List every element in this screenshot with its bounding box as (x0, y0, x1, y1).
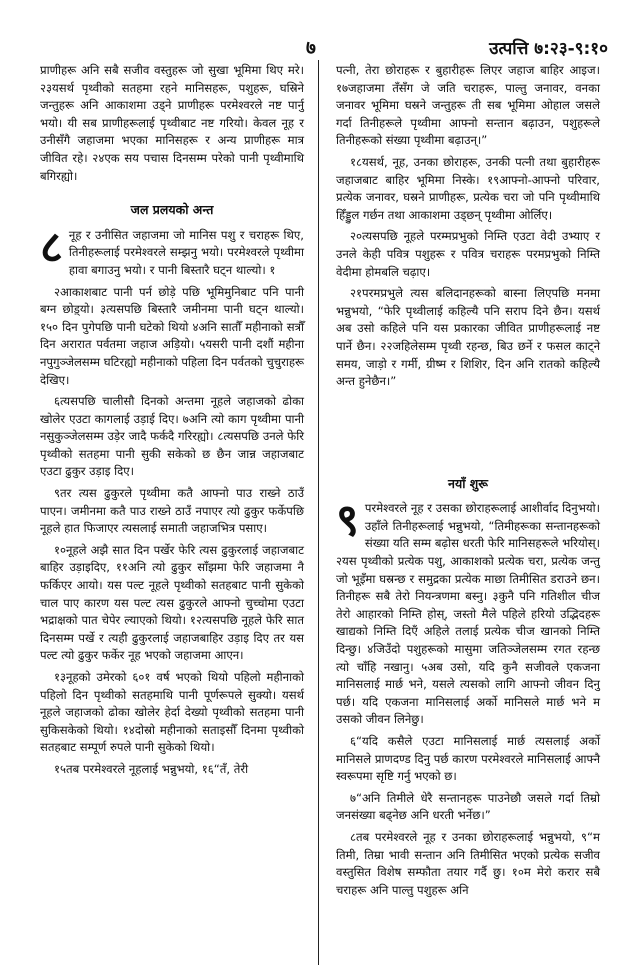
paragraph: ९तर त्यस ढुकुरले पृथ्वीमा कतै आफ्नो पाउ राख्ने ठाउँ पाएन। जमीनमा कतै पाउ राख्ने ठाउँ नपाएर त्यो ढुकुर फर्केपछि नूहले हात फिजाएर त्यसलाई समाती जहाजभित्र पसाए। (40, 486, 304, 536)
section-heading: जल प्रलयको अन्त (130, 202, 214, 218)
column-divider (318, 60, 319, 965)
paragraph (336, 495, 600, 729)
paragraph-text: नूह र उनीसित जहाजमा जो मानिस पशु र चराहरू थिए, तिनीहरूलाई परमेश्वरले सम्झनु भयो। परमेश्वरले पृथ्वीमा हावा बगाउनु भयो। र पानी बिस्तारै घट्न थाल्यो। १ (68, 227, 304, 277)
paragraph-text: परमेश्वरले नूह र उसका छोराहरूलाई आशीर्वाद दिनुभयो। उहाँले तिनीहरूलाई भन्नुभयो, “तिमीहरूका सन्तानहरूको संख्या यति सम्म बढ़ोस धरती फेरि मानिसहरूले भरियोस्। २यस पृथ्वीको प्रत्येक पशु, आकाशको प्रत्येक चरा, प्रत्येक जन्तु जो भूइँमा घस्रन्छ र समुद्रका प्रत्येक माछा तिमीसित डराउने छन। तिनीहरू सबै तेरो नियन्त्रणमा बस्नु। ३कुनै पनि गतिशील चीज तेरो आहारको निम्ति होस्, जस्तो मैले पहिले हरियो उद्भिदहरू खाद्यको निम्ति दिएँ अहिले तलाई प्रत्येक चीज खानको निम्ति दिन्छु। ४जिउँदो पशुहरूको मासुमा जतिञ्जेलसम्म रगत रहन्छ त्यो चाँहि नखानु। ५अब उसो, यदि कुनै सजीवले एकजना मानिसलाई मार्छ भने, यसले त्यसको लागि आफ्नो जीवन दिनु पर्छ। यदि एकजना मानिसलाई अर्को मानिसले मार्छ भने म उसको जीवन लिनेछु। (336, 501, 600, 727)
running-head: उत्पत्ति ७:२३-९:१० (489, 39, 608, 59)
spacer (336, 395, 600, 459)
paragraph: १८यसर्थ, नूह, उनका छोराहरू, उनकी पत्नी तथा बुहारीहरू जहाजबाट बाहिर भूमिमा निस्के। १९आफ्नो-आफ्नो परिवार, प्रत्येक जनावर, घस्रने प्राणीहरू, प्रत्येक चरा जो पनि पृथ्वीमाथि हिँड्डुल गर्छन तथा आकाशमा उड्छन् पृथ्वीमा ओर्लिए। (336, 154, 600, 222)
page-number: ७ (306, 37, 316, 59)
paragraph: २१परमप्रभुले त्यस बलिदानहरूको बास्ना लिएपछि मनमा भन्नुभयो, “फेरि पृथ्वीलाई कहिल्यै पनि सराप दिने छैन। यसर्थ अब उसो कहिले पनि यस प्रकारका जीवित प्राणीहरूलाई नष्ट पार्ने छैन। २२जहिलेसम्म पृथ्वी रहन्छ, बिउ छर्ने र फसल काट्ने समय, जाड़ो र गर्मी, ग्रीष्म र शिशिर, दिन अनि रातको कहिल्यै अन्त हुनेछैन।” (336, 286, 600, 389)
paragraph: २आकाशबाट पानी पर्न छोड़े पछि भूमिमुनिबाट पनि पानी बग्न छोड़्यो। ३त्यसपछि बिस्तारै जमीनमा पानी घट्न थाल्यो। १५० दिन पुगेपछि पानी घटेको थियो ४अनि सातौँ महीनाको सत्रौँ दिन अरारात पर्वतमा जहाज अड़ियो। ५यसरी पानी दशौं महीना नपुगुञ्जेलसम्म घटिरह्यो महीनाको पहिला दिन पर्वतको चुचुराहरू देखिए। (40, 284, 304, 387)
paragraph: १३नूहको उमेरको ६०१ वर्ष भएको थियो पहिलो महीनाको पहिलो दिन पृथ्वीको सतहमाथि पानी पूर्णरूपले सुक्यो। यसर्थ नूहले जहाजको ढोका खोलेर हेर्दा देख्यो पृथ्वीको सतहमा पानी सुकिसकेको थियो। १४दोस्रो महीनाको सताइसौँ दिनमा पृथ्वीको सतहबाट सम्पूर्ण रुपले पानी सुकेको थियो। (40, 670, 304, 755)
chapter-dropcap: ९ (336, 495, 359, 547)
paragraph: ८तब परमेश्वरले नूह र उनका छोराहरूलाई भन्नुभयो, ९“म तिमी, तिम्रा भावी सन्तान अनि तिमीसित भएको प्रत्येक सजीव वस्तुसित विशेष सम्फौता तयार गर्दै छु। १०म मेरो करार सबै चराहरू अनि पाल्तु पशुहरू अनि (336, 829, 600, 897)
page-header (0, 0, 638, 59)
right-column (336, 62, 600, 903)
section-heading: नयाँ शुरू (448, 475, 488, 491)
left-column (40, 62, 304, 783)
paragraph (40, 221, 304, 280)
paragraph: ६त्यसपछि चालीसौ दिनको अन्तमा नूहले जहाजको ढोका खोलेर एउटा कागलाई उड़ाई दिए। ७अनि त्यो काग पृथ्वीमा पानी नसुकुञ्जेलसम्म उड़ेर जादै फर्कदै गरिरह्यो। ८त्यसपछि उनले फेरि पृथ्वीको सतहमा पानी सुकी सकेको छ छैन जान्न जहाजबाट एउटा ढुकुर उड़ाइ दिए। (40, 394, 304, 479)
paragraph: ७“अनि तिमीले धेरै सन्तानहरू पाउनेछौ जसले गर्दा तिम्रो जनसंख्या बढ्नेछ अनि धरती भर्नेछ।” (336, 790, 600, 823)
paragraph: १५तब परमेश्वरले नूहलाई भन्नुभयो, १६“तँ, तेरी (54, 761, 249, 776)
chapter-dropcap: ८ (40, 221, 63, 273)
paragraph: ६“यदि कसैले एउटा मानिसलाई मार्छ त्यसलाई अर्को मानिसले प्राणदण्ड दिनु पर्छ कारण परमेश्वरले मानिसलाई आफ्नै स्वरूपमा सृष्टि गर्नु भएको छ। (336, 734, 600, 784)
paragraph: प्राणीहरू अनि सबै सजीव वस्तुहरू जो सुखा भूमिमा थिए मरे। २३यसर्थ पृथ्वीको सतहमा रहने मानिसहरू, पशुहरू, घस्रिने जन्तुहरू अनि आकाशमा उड्ने प्राणीहरू परमेश्वरले नष्ट पार्नु भयो। यी सब प्राणीहरूलाई पृथ्वीबाट नष्ट गरियो। केवल नूह र उनीसँगै जहाजमा भएका मानिसहरू र अन्य प्राणीहरू मात्र जीवित रहे। २४एक सय पचास दिनसम्म परेको पानी पृथ्वीमाथि बगिरह्यो। (40, 63, 304, 183)
paragraph: १०नूहले अझै सात दिन पर्खेर फेरि त्यस ढुकुरलाई जहाजबाट बाहिर उड़ाइदिए, ११अनि त्यो ढुकुर साँझमा फेरि जहाजमा नै फर्किएर आयो। यस पल्ट नूहले पृथ्वीको सतहबाट पानी सुकेको चाल पाए कारण यस पल्ट त्यस ढुकुरले आफ्नो चुच्चोमा एउटा भद्राक्षको पात चेपेर ल्याएको थियो। १२त्यसपछि नूहले फेरि सात दिनसम्म पर्खे र त्यही ढुकुरलाई जहाजबाहिर उड़ाइ दिए तर यस पल्ट त्यो ढुकुर फर्केर नूह भएको जहाजमा आएन। (40, 542, 304, 663)
paragraph: २०त्यसपछि नूहले परम्मप्रभुको निम्ति एउटा वेदी उभ्याए र उनले केही पवित्र पशुहरू र पवित्र चराहरू परमप्रभुको निम्ति वेदीमा होमबलि चढ़ाए। (336, 229, 600, 279)
paragraph: पत्नी, तेरा छोराहरू र बुहारीहरू लिएर जहाज बाहिर आइज। १७जहाजमा तँसँग जे जति चराहरू, पाल्तु जनावर, वनका जनावर भूमिमा घस्रने जन्तुहरू ती सब भूमिमा ओहाल जसले गर्दा तिनीहरूले पृथ्वीमा आफ्नो सन्तान बढ़ाउन, पशुहरूले तिनीहरूको संख्या पृथ्वीमा बढ़ाउन्।” (336, 63, 600, 148)
